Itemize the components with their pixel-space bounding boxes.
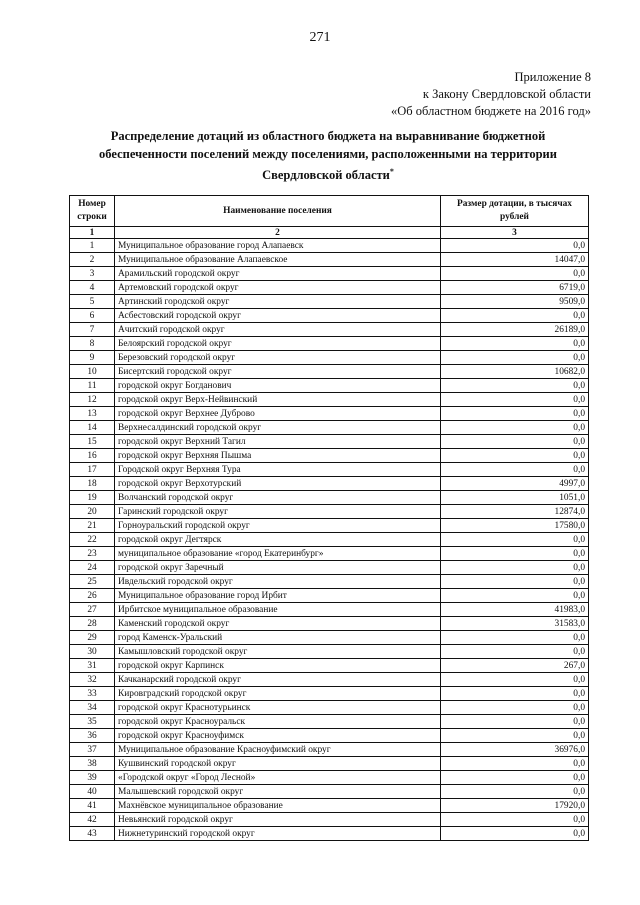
row-number-cell: 40	[70, 785, 115, 799]
table-row	[70, 421, 589, 435]
subsidy-amount-cell: 0,0	[441, 729, 589, 743]
row-number-cell: 24	[70, 561, 115, 575]
appendix-line-2: к Закону Свердловской области	[422, 87, 591, 101]
table-row	[70, 477, 589, 491]
settlement-name-cell: Верхнесалдинский городской округ	[115, 421, 441, 435]
table-row	[70, 659, 589, 673]
subsidy-amount-cell: 0,0	[441, 827, 589, 841]
table-row	[70, 309, 589, 323]
table-row	[70, 813, 589, 827]
row-number-cell: 25	[70, 575, 115, 589]
row-number-cell: 34	[70, 701, 115, 715]
table-row	[70, 505, 589, 519]
subsidy-amount-cell: 0,0	[441, 407, 589, 421]
table-row	[70, 295, 589, 309]
row-number-cell: 16	[70, 449, 115, 463]
appendix-line-3: «Об областном бюджете на 2016 год»	[391, 104, 591, 118]
table-row	[70, 393, 589, 407]
subsidy-amount-cell: 0,0	[441, 351, 589, 365]
column-number-3: 3	[441, 227, 589, 239]
row-number-cell: 29	[70, 631, 115, 645]
settlement-name-cell: Камышловский городской округ	[115, 645, 441, 659]
settlement-name-cell: Волчанский городской округ	[115, 491, 441, 505]
subsidy-amount-cell: 0,0	[441, 379, 589, 393]
table-row	[70, 365, 589, 379]
row-number-cell: 33	[70, 687, 115, 701]
table-row	[70, 687, 589, 701]
subsidy-amount-cell: 0,0	[441, 631, 589, 645]
subsidy-amount-cell: 0,0	[441, 575, 589, 589]
settlement-name-cell: Ивдельский городской округ	[115, 575, 441, 589]
row-number-cell: 36	[70, 729, 115, 743]
appendix-line-1: Приложение 8	[514, 70, 591, 84]
subsidy-amount-cell: 36976,0	[441, 743, 589, 757]
subsidy-amount-cell: 0,0	[441, 589, 589, 603]
settlement-name-cell: Кировградский городской округ	[115, 687, 441, 701]
table-row	[70, 351, 589, 365]
settlement-name-cell: Горноуральский городской округ	[115, 519, 441, 533]
table-row	[70, 463, 589, 477]
row-number-cell: 42	[70, 813, 115, 827]
subsidy-amount-cell: 0,0	[441, 337, 589, 351]
row-number-cell: 28	[70, 617, 115, 631]
table-row	[70, 281, 589, 295]
settlement-name-cell: муниципальное образование «город Екатеринбург»	[115, 547, 441, 561]
subsidy-amount-cell: 0,0	[441, 701, 589, 715]
row-number-cell: 9	[70, 351, 115, 365]
subsidy-amount-cell: 0,0	[441, 267, 589, 281]
table-row	[70, 701, 589, 715]
table-row	[70, 603, 589, 617]
settlement-name-cell: Муниципальное образование город Алапаевск	[115, 239, 441, 253]
row-number-cell: 3	[70, 267, 115, 281]
subsidy-amount-cell: 0,0	[441, 785, 589, 799]
subsidy-amount-cell: 0,0	[441, 757, 589, 771]
subsidy-amount-cell: 0,0	[441, 449, 589, 463]
table-row	[70, 337, 589, 351]
table-row	[70, 827, 589, 841]
row-number-cell: 30	[70, 645, 115, 659]
subsidy-allocation-table	[69, 195, 589, 841]
footnote-mark: *	[389, 167, 394, 176]
subsidy-amount-cell: 0,0	[441, 645, 589, 659]
table-row	[70, 323, 589, 337]
page-number: 271	[309, 30, 331, 45]
subsidy-amount-cell: 0,0	[441, 687, 589, 701]
settlement-name-cell: Артинский городской округ	[115, 295, 441, 309]
settlement-name-cell: Асбестовский городской округ	[115, 309, 441, 323]
row-number-cell: 10	[70, 365, 115, 379]
subsidy-amount-cell: 1051,0	[441, 491, 589, 505]
settlement-name-cell: городской округ Дегтярск	[115, 533, 441, 547]
settlement-name-cell: Невьянский городской округ	[115, 813, 441, 827]
settlement-name-cell: Артемовский городской округ	[115, 281, 441, 295]
settlement-name-cell: Городской округ Верхняя Тура	[115, 463, 441, 477]
column-number-2: 2	[115, 227, 441, 239]
subsidy-amount-cell: 9509,0	[441, 295, 589, 309]
settlement-name-cell: Бисертский городской округ	[115, 365, 441, 379]
row-number-cell: 23	[70, 547, 115, 561]
row-number-cell: 27	[70, 603, 115, 617]
row-number-cell: 15	[70, 435, 115, 449]
subsidy-amount-cell: 0,0	[441, 813, 589, 827]
row-number-cell: 37	[70, 743, 115, 757]
row-number-cell: 43	[70, 827, 115, 841]
settlement-name-cell: Качканарский городской округ	[115, 673, 441, 687]
row-number-cell: 26	[70, 589, 115, 603]
settlement-name-cell: город Каменск-Уральский	[115, 631, 441, 645]
subsidy-amount-cell: 0,0	[441, 463, 589, 477]
row-number-cell: 31	[70, 659, 115, 673]
settlement-name-cell: городской округ Красноуральск	[115, 715, 441, 729]
row-number-cell: 32	[70, 673, 115, 687]
table-row	[70, 785, 589, 799]
table-row	[70, 533, 589, 547]
subsidy-amount-cell: 0,0	[441, 561, 589, 575]
appendix-reference	[391, 69, 591, 120]
settlement-name-cell: Ирбитское муниципальное образование	[115, 603, 441, 617]
settlement-name-cell: Березовский городской округ	[115, 351, 441, 365]
header-amount: Размер дотации, в тысячах рублей	[441, 196, 589, 227]
subsidy-amount-cell: 31583,0	[441, 617, 589, 631]
title-line-2: обеспеченности поселений между поселениями, расположенными на территории	[99, 146, 557, 161]
table-row	[70, 253, 589, 267]
row-number-cell: 4	[70, 281, 115, 295]
row-number-cell: 14	[70, 421, 115, 435]
subsidy-amount-cell: 0,0	[441, 673, 589, 687]
table-row	[70, 547, 589, 561]
subsidy-amount-cell: 17920,0	[441, 799, 589, 813]
row-number-cell: 6	[70, 309, 115, 323]
subsidy-amount-cell: 6719,0	[441, 281, 589, 295]
row-number-cell: 17	[70, 463, 115, 477]
row-number-cell: 5	[70, 295, 115, 309]
table-row	[70, 757, 589, 771]
settlement-name-cell: городской округ Верхний Тагил	[115, 435, 441, 449]
row-number-cell: 7	[70, 323, 115, 337]
table-row	[70, 239, 589, 253]
subsidy-amount-cell: 17580,0	[441, 519, 589, 533]
table-row	[70, 449, 589, 463]
settlement-name-cell: «Городской округ «Город Лесной»	[115, 771, 441, 785]
row-number-cell: 39	[70, 771, 115, 785]
table-row	[70, 267, 589, 281]
subsidy-amount-cell: 0,0	[441, 533, 589, 547]
row-number-cell: 13	[70, 407, 115, 421]
settlement-name-cell: городской округ Красноуфимск	[115, 729, 441, 743]
table-header-row	[70, 196, 589, 227]
row-number-cell: 38	[70, 757, 115, 771]
settlement-name-cell: Малышевский городской округ	[115, 785, 441, 799]
table-row	[70, 589, 589, 603]
settlement-name-cell: городской округ Краснотурьинск	[115, 701, 441, 715]
subsidy-amount-cell: 0,0	[441, 547, 589, 561]
subsidy-amount-cell: 0,0	[441, 715, 589, 729]
table-row	[70, 631, 589, 645]
subsidy-amount-cell: 0,0	[441, 421, 589, 435]
table-row	[70, 561, 589, 575]
table-row	[70, 673, 589, 687]
settlement-name-cell: городской округ Верхнее Дуброво	[115, 407, 441, 421]
table-row	[70, 519, 589, 533]
row-number-cell: 35	[70, 715, 115, 729]
subsidy-amount-cell: 12874,0	[441, 505, 589, 519]
row-number-cell: 12	[70, 393, 115, 407]
table-row	[70, 645, 589, 659]
settlement-name-cell: городской округ Карпинск	[115, 659, 441, 673]
row-number-cell: 8	[70, 337, 115, 351]
column-number-1: 1	[70, 227, 115, 239]
table-body	[70, 239, 589, 841]
subsidy-amount-cell: 26189,0	[441, 323, 589, 337]
table-row	[70, 491, 589, 505]
settlement-name-cell: Муниципальное образование Алапаевское	[115, 253, 441, 267]
table-row	[70, 715, 589, 729]
title-line-1: Распределение дотаций из областного бюджета на выравнивание бюджетной	[110, 129, 546, 143]
settlement-name-cell: Ачитский городской округ	[115, 323, 441, 337]
table-row	[70, 379, 589, 393]
row-number-cell: 19	[70, 491, 115, 505]
subsidy-amount-cell: 0,0	[441, 771, 589, 785]
settlement-name-cell: Муниципальное образование Красноуфимский округ	[115, 743, 441, 757]
table-row	[70, 617, 589, 631]
settlement-name-cell: Гаринский городской округ	[115, 505, 441, 519]
subsidy-amount-cell: 14047,0	[441, 253, 589, 267]
settlement-name-cell: Нижнетуринский городской округ	[115, 827, 441, 841]
document-title	[70, 128, 586, 185]
settlement-name-cell: городской округ Верхотурский	[115, 477, 441, 491]
title-line-3	[70, 163, 586, 185]
settlement-name-cell: Махнёвское муниципальное образование	[115, 799, 441, 813]
table-row	[70, 575, 589, 589]
subsidy-amount-cell: 10682,0	[441, 365, 589, 379]
settlement-name-cell: городской округ Заречный	[115, 561, 441, 575]
table-row	[70, 771, 589, 785]
row-number-cell: 18	[70, 477, 115, 491]
subsidy-amount-cell: 267,0	[441, 659, 589, 673]
table-row	[70, 743, 589, 757]
table-row	[70, 407, 589, 421]
column-number-row	[70, 227, 589, 239]
table-row	[70, 799, 589, 813]
row-number-cell: 41	[70, 799, 115, 813]
settlement-name-cell: Каменский городской округ	[115, 617, 441, 631]
settlement-name-cell: Белоярский городской округ	[115, 337, 441, 351]
subsidy-amount-cell: 41983,0	[441, 603, 589, 617]
settlement-name-cell: городской округ Верхняя Пышма	[115, 449, 441, 463]
subsidy-amount-cell: 0,0	[441, 309, 589, 323]
settlement-name-cell: Муниципальное образование город Ирбит	[115, 589, 441, 603]
row-number-cell: 21	[70, 519, 115, 533]
subsidy-amount-cell: 0,0	[441, 393, 589, 407]
settlement-name-cell: городской округ Богданович	[115, 379, 441, 393]
table-row	[70, 729, 589, 743]
subsidy-amount-cell: 0,0	[441, 239, 589, 253]
row-number-cell: 20	[70, 505, 115, 519]
settlement-name-cell: Арамильский городской округ	[115, 267, 441, 281]
row-number-cell: 22	[70, 533, 115, 547]
header-row-number: Номер строки	[70, 196, 115, 227]
header-settlement: Наименование поселения	[115, 196, 441, 227]
table-row	[70, 435, 589, 449]
title-line-3-text: Свердловской области	[262, 168, 390, 183]
row-number-cell: 11	[70, 379, 115, 393]
subsidy-amount-cell: 4997,0	[441, 477, 589, 491]
settlement-name-cell: Кушвинский городской округ	[115, 757, 441, 771]
settlement-name-cell: городской округ Верх-Нейвинский	[115, 393, 441, 407]
row-number-cell: 2	[70, 253, 115, 267]
row-number-cell: 1	[70, 239, 115, 253]
subsidy-amount-cell: 0,0	[441, 435, 589, 449]
